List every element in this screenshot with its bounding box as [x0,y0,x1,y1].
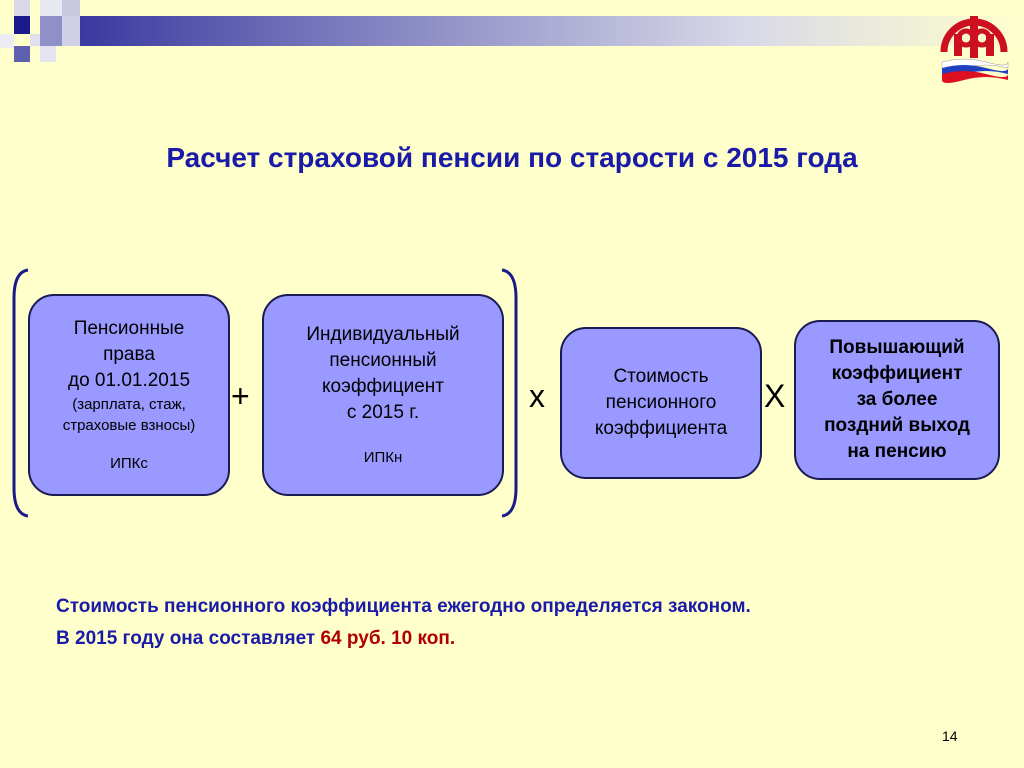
increasing-coefficient-box [794,320,1000,480]
note-line-1: Стоимость пенсионного коэффициента ежегодно определяется законом. [56,596,751,617]
box4-line3: за более [856,389,938,410]
box1-line2: права [103,344,155,365]
box2-code: ИПКн [363,449,403,466]
box1-line5: страховые взносы) [62,417,196,434]
box1-line4: (зарплата, стаж, [72,396,186,413]
box4-line2: коэффициент [831,363,963,384]
box2-line3: коэффициент [322,376,444,397]
coefficient-cost-box [560,327,762,479]
box3-line1: Стоимость [613,366,709,387]
note-line-2-prefix: В 2015 году она составляет [56,628,321,649]
box2-line2: пенсионный [329,350,437,371]
box1-line3: до 01.01.2015 [67,370,191,391]
box4-line1: Повышающий [829,337,965,358]
decorative-squares-icon [0,0,80,70]
multiply-operator-2: Х [764,378,786,414]
box2-line4: с 2015 г. [346,402,420,423]
pension-rights-box [28,294,230,496]
header-bar [80,16,1024,46]
multiply-operator-1: х [529,378,545,414]
box1-line1: Пенсионные [73,318,185,339]
left-brace-icon [8,268,30,518]
box3-line3: коэффициента [594,418,728,439]
box4-line5: на пенсию [847,441,947,462]
box3-line2: пенсионного [605,392,717,413]
coefficient-cost-value: 64 руб. 10 коп. [320,628,456,649]
box2-line1: Индивидуальный [306,324,460,345]
note-line-2 [56,628,1016,650]
pfr-logo-icon [936,8,1012,89]
page-title: Расчет страховой пенсии по старости с 2015 года [166,142,858,173]
plus-operator: + [231,378,250,414]
individual-coefficient-box [262,294,504,496]
box1-code: ИПКс [110,455,148,472]
page-number: 14 [942,728,958,744]
box4-line4: поздний выход [824,415,970,436]
